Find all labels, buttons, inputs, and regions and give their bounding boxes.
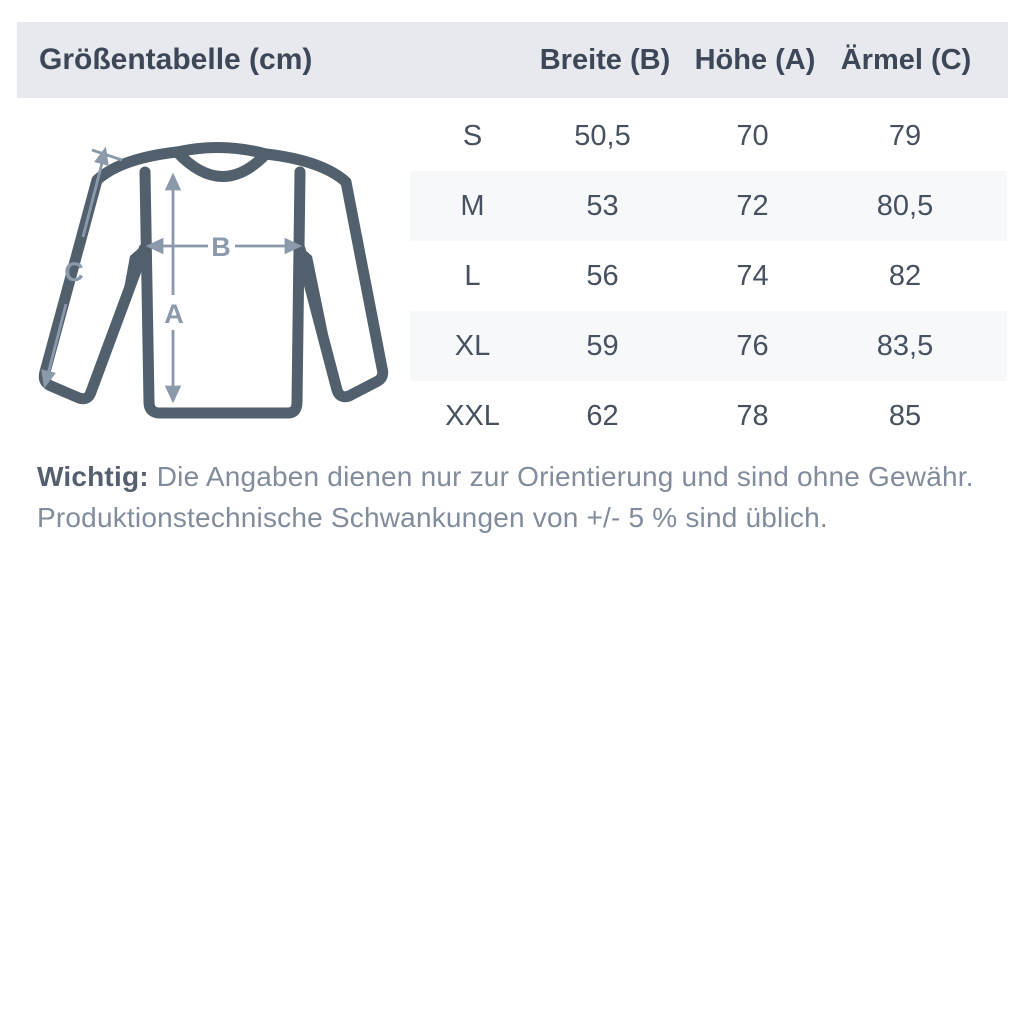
breite-cell: 56	[586, 260, 619, 292]
hoehe-cell: 70	[736, 120, 769, 152]
hoehe-cell: 78	[736, 400, 769, 432]
sweater-diagram-svg	[30, 130, 400, 425]
sweater-right-sleeve	[266, 154, 383, 397]
table-row-l	[410, 241, 1007, 311]
size-cell: XXL	[445, 400, 500, 432]
sweater-back-neck-line	[177, 147, 266, 154]
aermel-cell: 80,5	[876, 190, 934, 222]
label-A: A	[164, 299, 184, 329]
size-cell: S	[462, 120, 483, 152]
size-cell: M	[460, 190, 485, 222]
aermel-cell: 82	[888, 260, 922, 292]
note-lead: Wichtig:	[37, 461, 149, 492]
table-header-bar	[17, 22, 1008, 98]
note-line-2: Produktionstechnische Schwankungen von +/- 5 % sind üblich.	[37, 502, 828, 533]
sweater-measurement-diagram	[30, 130, 400, 425]
hoehe-cell: 72	[736, 190, 769, 222]
page-title: Größentabelle (cm)	[39, 43, 313, 76]
breite-cell: 62	[586, 400, 619, 432]
table-row-m	[410, 171, 1007, 241]
breite-cell: 53	[586, 190, 619, 222]
disclaimer-note	[37, 456, 974, 538]
aermel-cell: 79	[888, 120, 922, 152]
sweater-body	[145, 172, 300, 413]
table-row-xxl	[410, 381, 1007, 451]
breite-cell: 59	[586, 330, 619, 362]
size-cell: L	[464, 260, 481, 292]
table-row-xl	[410, 311, 1007, 381]
height-arrow-A	[167, 176, 179, 400]
label-C: C	[64, 257, 84, 287]
column-header-aermel: Ärmel (C)	[840, 44, 972, 76]
column-header-hoehe: Höhe (A)	[694, 44, 816, 76]
hoehe-cell: 76	[736, 330, 769, 362]
aermel-cell: 85	[888, 400, 922, 432]
column-header-breite: Breite (B)	[539, 44, 671, 76]
aermel-cell: 83,5	[876, 330, 934, 362]
note-text-1: Die Angaben dienen nur zur Orientierung und sind ohne Gewähr.	[156, 461, 974, 492]
size-cell: XL	[454, 330, 491, 362]
table-row-s	[410, 101, 1007, 171]
size-table	[410, 101, 1007, 451]
breite-cell: 50,5	[574, 120, 631, 152]
hoehe-cell: 74	[736, 260, 769, 292]
label-B: B	[211, 232, 231, 262]
note-line-1	[37, 456, 974, 497]
